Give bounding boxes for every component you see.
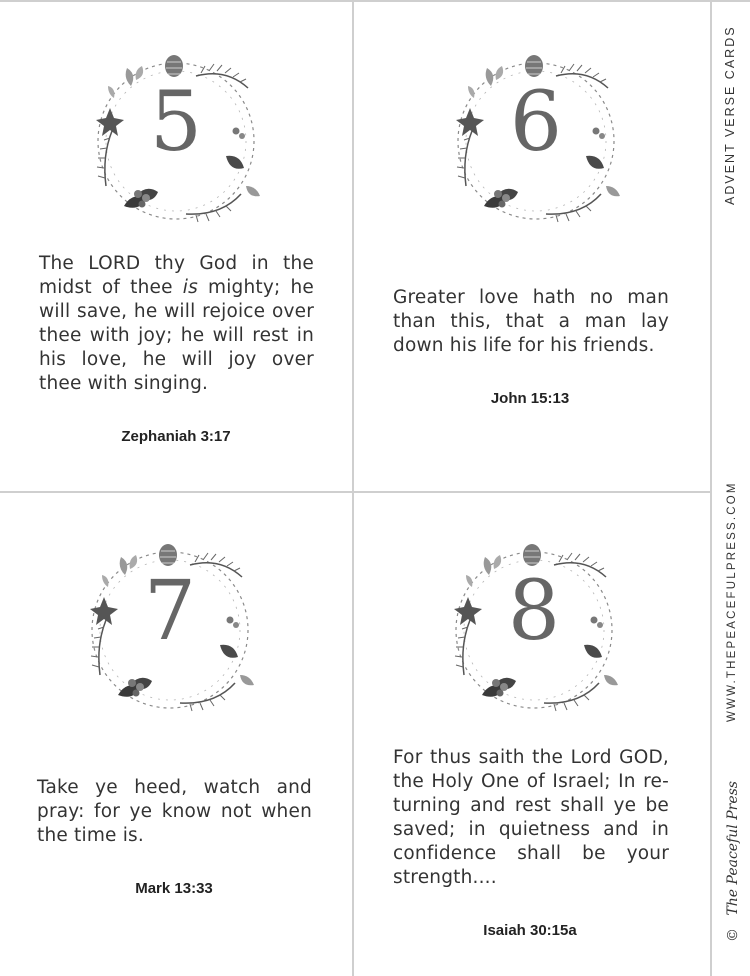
verse-text — [39, 252, 314, 396]
verse-text: Greater love hath no man than this, that a man lay down his life for his friends. — [393, 287, 669, 356]
wreath-ornament — [70, 535, 270, 725]
sidebar-brand — [725, 781, 741, 942]
wreath-ornament — [436, 46, 636, 236]
card-number: 7 — [143, 564, 197, 659]
verse-text: Take ye heed, watch and pray: for ye know not when the time is. — [37, 777, 312, 846]
vertical-divider-sidebar — [710, 0, 712, 976]
verse-card-6 — [354, 2, 710, 491]
verse-card-8 — [354, 493, 710, 976]
verse-card-5 — [0, 2, 352, 491]
card-number: 8 — [507, 564, 561, 659]
brand-name: The Peaceful Press — [725, 781, 741, 916]
wreath-ornament — [76, 46, 276, 236]
verse-text: For thus saith the Lord GOD, the Holy One of Israel; In re-turning and rest shall ye be saved; in quietness and in confidence shall be your strength.... — [393, 747, 669, 888]
verse-reference: Zephaniah 3:17 — [121, 428, 231, 445]
verse-reference: Isaiah 30:15a — [483, 922, 577, 939]
verse-reference: Mark 13:33 — [135, 880, 213, 897]
sidebar-website: WWW.THEPEACEFULPRESS.COM — [726, 481, 738, 722]
card-number: 6 — [509, 75, 563, 170]
wreath-ornament — [434, 535, 634, 725]
verse-text-part: mighty; he will save, he will rejoice over thee with joy; he will rest in his love, he will joy over thee with singing. — [39, 277, 314, 394]
verse-text-italic: is — [182, 277, 198, 298]
sidebar-title: ADVENT VERSE CARDS — [723, 25, 737, 205]
verse-reference: John 15:13 — [490, 390, 570, 407]
copyright-symbol: © — [725, 928, 741, 942]
card-number: 5 — [149, 75, 203, 170]
verse-text-part: The LORD thy God in the midst of thee — [39, 253, 314, 298]
verse-card-7 — [0, 493, 352, 976]
